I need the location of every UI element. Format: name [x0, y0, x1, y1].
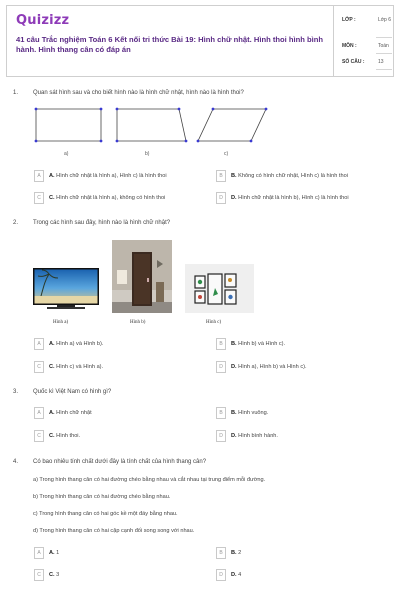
- statement-a: a) Trong hình thang cân có hai đường chéo bằng nhau và cắt nhau tại trung điểm mỗi đường.: [33, 477, 266, 483]
- option-text: 1: [56, 550, 60, 556]
- option-text: Hình vuông.: [238, 410, 269, 416]
- option-text: 3: [56, 572, 60, 578]
- option-text: Hình b) và Hình c).: [238, 341, 286, 347]
- option-text: Không có hình chữ nhật, Hình c) là hình thoi: [238, 173, 348, 179]
- option-letter: A.: [49, 410, 55, 416]
- question-number: 3.: [13, 389, 19, 395]
- option-text: Hình chữ nhật là hình b), Hình c) là hình thoi: [238, 195, 349, 201]
- option-letter: B.: [231, 410, 237, 416]
- quizizz-logo[interactable]: Quizizz: [16, 13, 70, 28]
- option-letter: A.: [49, 550, 55, 556]
- option-text: Hình chữ nhật là hình a), không có hình thoi: [56, 195, 166, 201]
- option-text: Hình chữ nhật: [56, 410, 92, 416]
- question-number: 4.: [13, 459, 19, 465]
- option-text: 2: [238, 550, 242, 556]
- question-text: Quốc kì Việt Nam có hình gì?: [33, 389, 112, 395]
- option-letter: C.: [49, 433, 55, 439]
- option-letter: D.: [231, 433, 237, 439]
- option-key: B: [216, 338, 226, 350]
- option-letter: A.: [49, 173, 55, 179]
- option-key: D: [216, 192, 226, 204]
- subject-value: Toán: [378, 43, 389, 49]
- option-key: D: [216, 430, 226, 442]
- question-text: Quan sát hình sau và cho biết hình nào là hình chữ nhật, hình nào là hình thoi?: [33, 90, 244, 96]
- class-value: Lớp 6: [378, 17, 392, 23]
- figure-caption: Hình b): [130, 320, 146, 325]
- statement-d: d) Trong hình thang cân có hai cặp cạnh đối song song với nhau.: [33, 528, 195, 534]
- count-value: 13: [378, 59, 384, 65]
- class-label: LỚP :: [342, 17, 356, 23]
- option-key: C: [34, 430, 44, 442]
- question-number: 1.: [13, 90, 19, 96]
- figure-caption: c): [224, 151, 229, 157]
- question-text: Có bao nhiêu tính chất dưới đây là tính chất của hình thang cân?: [33, 459, 207, 465]
- door-image: [112, 240, 172, 313]
- question-number: 2.: [13, 220, 19, 226]
- option-text: Hình a) và Hình b).: [56, 341, 104, 347]
- figure-caption: Hình c): [206, 320, 222, 325]
- option-letter: D.: [231, 572, 237, 578]
- option-letter: B.: [231, 550, 237, 556]
- subject-label: MÔN :: [342, 43, 357, 49]
- option-key: C: [34, 192, 44, 204]
- option-text: Hình bình hành.: [238, 433, 278, 439]
- figure-caption: a): [64, 151, 69, 157]
- option-letter: C.: [49, 195, 55, 201]
- option-text: Hình thoi.: [56, 433, 81, 439]
- option-key: C: [34, 361, 44, 373]
- statement-c: c) Trong hình thang cân có hai góc kề một đáy bằng nhau.: [33, 511, 178, 517]
- option-key: B: [216, 170, 226, 182]
- option-text: Hình a), Hình b) và Hình c).: [238, 364, 307, 370]
- tv-image: [33, 268, 99, 313]
- option-letter: D.: [231, 364, 237, 370]
- figure-rectangle: [0, 0, 400, 160]
- option-key: A: [34, 547, 44, 559]
- option-text: Hình chữ nhật là hình a), Hình c) là hình thoi: [56, 173, 167, 179]
- statement-b: b) Trong hình thang cân có hai đường chéo bằng nhau.: [33, 494, 171, 500]
- option-letter: C.: [49, 572, 55, 578]
- option-letter: B.: [231, 341, 237, 347]
- option-text: 4: [238, 572, 242, 578]
- option-key: A: [34, 338, 44, 350]
- option-key: A: [34, 407, 44, 419]
- option-key: B: [216, 407, 226, 419]
- figure-caption: Hình a): [53, 320, 69, 325]
- option-letter: B.: [231, 173, 237, 179]
- worksheet-title: 41 câu Trắc nghiệm Toán 6 Kết nối tri thức Bài 19: Hình chữ nhật. Hình thoi hình bình hành. Hình thang cân có đáp án: [16, 35, 324, 54]
- option-text: Hình c) và Hình a).: [56, 364, 104, 370]
- frames-image: [185, 264, 254, 313]
- option-key: B: [216, 547, 226, 559]
- option-key: D: [216, 361, 226, 373]
- option-letter: A.: [49, 341, 55, 347]
- option-letter: D.: [231, 195, 237, 201]
- count-label: SỐ CÂU :: [342, 59, 365, 65]
- option-key: C: [34, 569, 44, 581]
- option-letter: C.: [49, 364, 55, 370]
- question-text: Trong các hình sau đây, hình nào là hình chữ nhật?: [33, 220, 171, 226]
- figure-caption: b): [145, 151, 150, 157]
- option-key: D: [216, 569, 226, 581]
- option-key: A: [34, 170, 44, 182]
